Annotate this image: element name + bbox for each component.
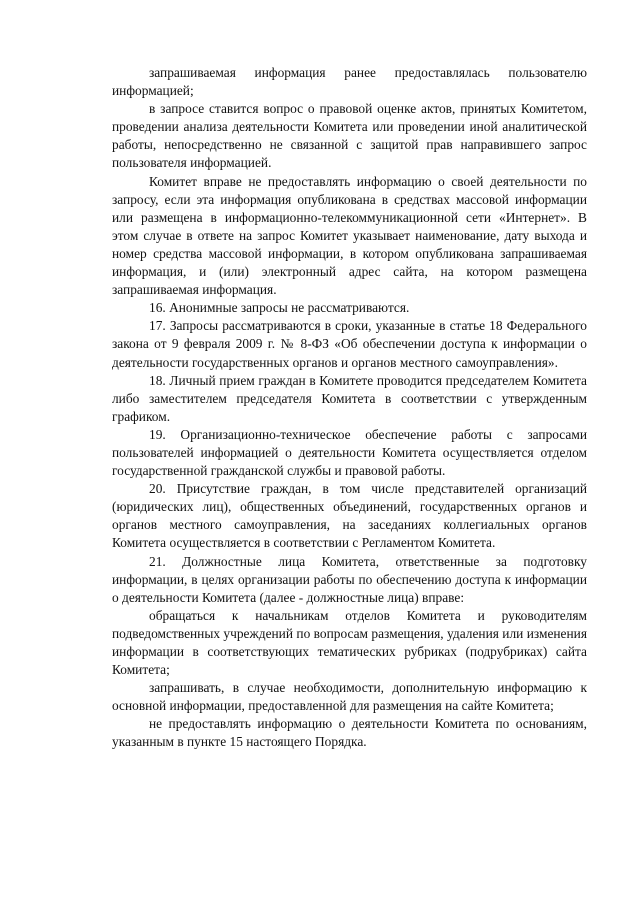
paragraph-requested-info-previously-provided: запрашиваемая информация ранее предоставлялась пользователю информацией; [112,65,587,99]
paragraph-21-officials-rights: 21. Должностные лица Комитета, ответственные за подготовку информации, в целях организации работы по обеспечению доступа к информации о деятельности Комитета (далее - должностные лица) вправе: [112,553,587,605]
paragraph-request-additional-info: запрашивать, в случае необходимости, дополнительную информацию к основной информации, предоставленной для размещения на сайте Комитета; [112,680,587,714]
paragraph-not-provide-info: не предоставлять информацию о деятельности Комитета по основаниям, указанным в пункте 15 настоящего Порядка. [112,716,587,750]
paragraph-17-request-terms: 17. Запросы рассматриваются в сроки, указанные в статье 18 Федерального закона от 9 февраля 2009 г. № 8-ФЗ «Об обеспечении доступа к информации о деятельности государственных органов и органов местного самоуправления». [112,318,587,370]
paragraph-20-citizens-presence: 20. Присутствие граждан, в том числе представителей организаций (юридических лиц), общественных объединений, государственных органов и органов местного самоуправления, на заседаниях коллегиальных органов Комитета осуществляется в соответствии с Регламентом Комитета. [112,481,587,551]
paragraph-legal-assessment-request: в запросе ставится вопрос о правовой оценке актов, принятых Комитетом, проведении анализа деятельности Комитета или проведении иной аналитической работы, непосредственно не связанной с защитой прав направившего запрос пользователя информацией. [112,101,587,171]
document-page [112,64,587,752]
paragraph-contact-department-heads: обращаться к начальникам отделов Комитета и руководителям подведомственных учреждений по вопросам размещения, удаления или изменения информации в соответствующих тематических рубриках (подрубриках) сайта Комитета; [112,607,587,678]
paragraph-18-personal-reception: 18. Личный прием граждан в Комитете проводится председателем Комитета либо заместителем председателя Комитета в соответствии с утвержденным графиком. [112,372,587,424]
paragraph-19-organizational-support: 19. Организационно-техническое обеспечение работы с запросами пользователей информацией о деятельности Комитета осуществляется отделом государственной гражданской службы и правовой работы. [112,426,587,479]
paragraph-16-anonymous-requests: 16. Анонимные запросы не рассматриваются. [149,300,410,316]
paragraph-right-not-to-provide-published-info: Комитет вправе не предоставлять информацию о своей деятельности по запросу, если эта информация опубликована в средствах массовой информации или размещена в информационно-телекоммуникационной сети «Интернет». В этом случае в ответе на запрос Комитет указывает наименование, дату выхода и номер средства массовой информации, в котором опубликована запрашиваемая информация, и (или) электронный адрес сайта, на котором размещена запрашиваемая информация. [112,173,587,298]
